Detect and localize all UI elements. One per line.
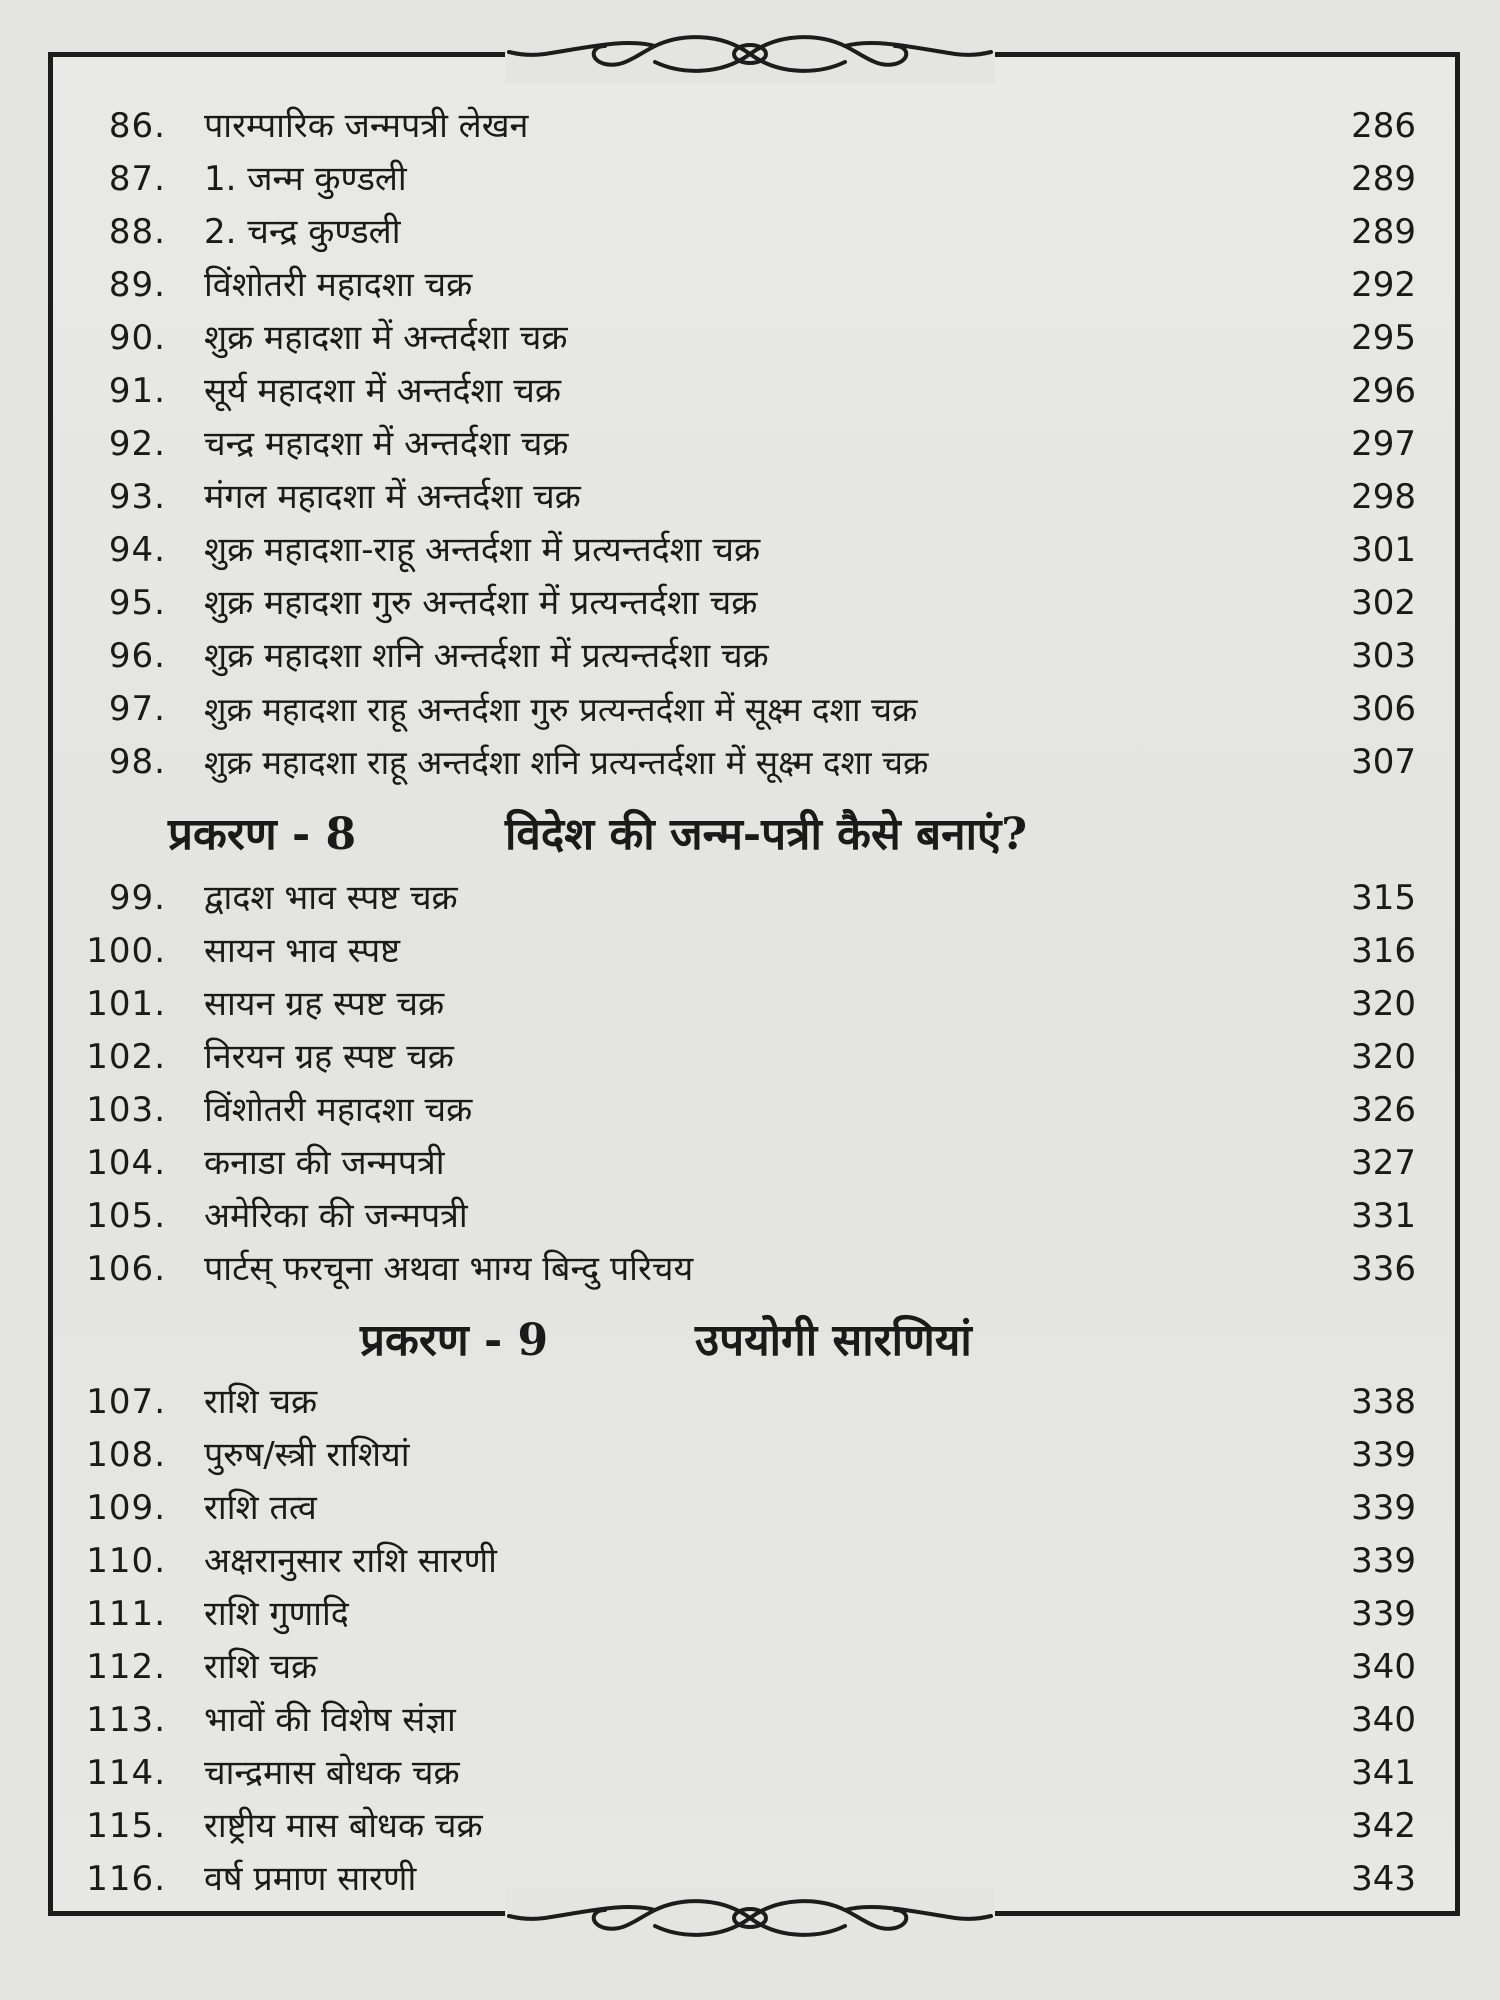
chapter-title: उपयोगी सारणियां (695, 1315, 972, 1366)
entry-page: 289 (1351, 212, 1416, 252)
toc-entry (0, 1190, 1500, 1243)
toc-entry (0, 1031, 1500, 1084)
entry-number: 96. (108, 636, 166, 676)
entry-page: 292 (1351, 265, 1416, 305)
entry-number: 98. (108, 742, 166, 782)
toc-entry (0, 153, 1500, 206)
entry-number: 115. (86, 1806, 166, 1846)
entry-number: 99. (108, 878, 166, 918)
entry-title: पार्टस् फरचूना अथवा भाग्य बिन्दु परिचय (204, 1249, 694, 1289)
toc-entry (0, 1376, 1500, 1429)
entry-page: 326 (1351, 1090, 1416, 1130)
entry-number: 104. (86, 1143, 166, 1183)
chapter-9-heading (0, 1306, 1500, 1376)
toc-entry (0, 471, 1500, 524)
entry-number: 86. (108, 106, 166, 146)
entry-page: 286 (1351, 106, 1416, 146)
entry-title: वर्ष प्रमाण सारणी (204, 1859, 417, 1899)
entry-number: 107. (86, 1382, 166, 1422)
entry-title: मंगल महादशा में अन्तर्दशा चक्र (204, 477, 581, 517)
entry-title: राशि चक्र (204, 1382, 318, 1422)
toc-entry (0, 312, 1500, 365)
entry-number: 109. (86, 1488, 166, 1528)
entry-page: 295 (1351, 318, 1416, 358)
entry-title: सायन भाव स्पष्ट (204, 931, 401, 971)
entry-number: 92. (108, 424, 166, 464)
entry-page: 339 (1351, 1594, 1416, 1634)
entry-page: 339 (1351, 1541, 1416, 1581)
entry-title: चन्द्र महादशा में अन्तर्दशा चक्र (204, 424, 569, 464)
chapter-8-heading (0, 800, 1500, 870)
entry-number: 102. (86, 1037, 166, 1077)
toc-entry (0, 978, 1500, 1031)
entry-number: 94. (108, 530, 166, 570)
entry-number: 101. (86, 984, 166, 1024)
entry-page: 302 (1351, 583, 1416, 623)
entry-title: राशि तत्व (204, 1488, 317, 1528)
entry-number: 116. (86, 1859, 166, 1899)
entry-number: 97. (108, 689, 166, 729)
entry-page: 298 (1351, 477, 1416, 517)
entry-number: 90. (108, 318, 166, 358)
entry-title: अक्षरानुसार राशि सारणी (204, 1541, 497, 1581)
entry-number: 93. (108, 477, 166, 517)
entry-number: 95. (108, 583, 166, 623)
entry-number: 114. (86, 1753, 166, 1793)
entry-number: 103. (86, 1090, 166, 1130)
entry-title: राशि चक्र (204, 1647, 318, 1687)
entry-page: 303 (1351, 636, 1416, 676)
entry-title: राष्ट्रीय मास बोधक चक्र (204, 1806, 483, 1846)
entry-page: 315 (1351, 878, 1416, 918)
toc-entry (0, 1429, 1500, 1482)
entry-page: 342 (1351, 1806, 1416, 1846)
entry-number: 88. (108, 212, 166, 252)
entry-title: पारम्पारिक जन्मपत्री लेखन (204, 106, 529, 146)
entry-title: अमेरिका की जन्मपत्री (204, 1196, 468, 1236)
entry-number: 106. (86, 1249, 166, 1289)
entry-title: शुक्र महादशा में अन्तर्दशा चक्र (204, 318, 568, 358)
toc-entry (0, 1747, 1500, 1800)
toc-entry (0, 577, 1500, 630)
entry-page: 316 (1351, 931, 1416, 971)
entry-number: 91. (108, 371, 166, 411)
toc-entry (0, 925, 1500, 978)
entry-page: 339 (1351, 1488, 1416, 1528)
entry-page: 327 (1351, 1143, 1416, 1183)
entry-page: 340 (1351, 1647, 1416, 1687)
entry-page: 301 (1351, 530, 1416, 570)
toc-entry (0, 1535, 1500, 1588)
entry-title: सूर्य महादशा में अन्तर्दशा चक्र (204, 371, 561, 411)
entry-title: विंशोतरी महादशा चक्र (204, 1090, 473, 1130)
entry-title: सायन ग्रह स्पष्ट चक्र (204, 984, 445, 1024)
toc-entry (0, 1084, 1500, 1137)
toc-entry (0, 1853, 1500, 1906)
entry-page: 296 (1351, 371, 1416, 411)
toc-entry (0, 1800, 1500, 1853)
toc-entry (0, 1588, 1500, 1641)
entry-page: 297 (1351, 424, 1416, 464)
toc-entry (0, 1694, 1500, 1747)
toc-entry (0, 365, 1500, 418)
chapter-label: प्रकरण - 9 (360, 1315, 549, 1366)
toc-entry (0, 100, 1500, 153)
toc-entry (0, 206, 1500, 259)
entry-title: शुक्र महादशा शनि अन्तर्दशा में प्रत्यन्तर्दशा चक्र (204, 636, 769, 676)
entry-number: 112. (86, 1647, 166, 1687)
entry-number: 89. (108, 265, 166, 305)
entry-number: 108. (86, 1435, 166, 1475)
top-ornament (505, 24, 995, 84)
entry-title: शुक्र महादशा गुरु अन्तर्दशा में प्रत्यन्तर्दशा चक्र (204, 583, 758, 623)
toc-entry (0, 259, 1500, 312)
entry-title: विंशोतरी महादशा चक्र (204, 265, 473, 305)
entry-number: 113. (86, 1700, 166, 1740)
entry-title: 2. चन्द्र कुण्डली (204, 212, 401, 252)
toc-entry (0, 418, 1500, 471)
entry-title: चान्द्रमास बोधक चक्र (204, 1753, 460, 1793)
entry-page: 320 (1351, 984, 1416, 1024)
entry-page: 289 (1351, 159, 1416, 199)
chapter-label: प्रकरण - 8 (168, 809, 357, 860)
toc-entry (0, 630, 1500, 683)
entry-title: शुक्र महादशा राहू अन्तर्दशा शनि प्रत्यन्तर्दशा में सूक्ष्म दशा चक्र (204, 743, 929, 782)
entry-page: 306 (1351, 689, 1416, 729)
entry-title: पुरुष/स्त्री राशियां (204, 1435, 410, 1475)
toc-entry (0, 1137, 1500, 1190)
entry-number: 110. (86, 1541, 166, 1581)
toc-entry (0, 524, 1500, 577)
entry-title: 1. जन्म कुण्डली (204, 159, 407, 199)
entry-page: 336 (1351, 1249, 1416, 1289)
entry-title: शुक्र महादशा राहू अन्तर्दशा गुरु प्रत्यन्तर्दशा में सूक्ष्म दशा चक्र (204, 690, 918, 729)
chapter-title: विदेश की जन्म-पत्री कैसे बनाएं? (505, 809, 1028, 860)
entry-page: 307 (1351, 742, 1416, 782)
entry-page: 341 (1351, 1753, 1416, 1793)
entry-number: 87. (108, 159, 166, 199)
toc-entry (0, 1243, 1500, 1296)
entry-page: 340 (1351, 1700, 1416, 1740)
toc-entry (0, 1482, 1500, 1535)
entry-title: द्वादश भाव स्पष्ट चक्र (204, 878, 458, 918)
entry-title: कनाडा की जन्मपत्री (204, 1143, 445, 1183)
toc-entry (0, 1641, 1500, 1694)
entry-page: 331 (1351, 1196, 1416, 1236)
entry-title: निरयन ग्रह स्पष्ट चक्र (204, 1037, 454, 1077)
flourish-icon (505, 24, 995, 84)
entry-page: 320 (1351, 1037, 1416, 1077)
toc-entry (0, 736, 1500, 789)
entry-page: 339 (1351, 1435, 1416, 1475)
entry-page: 343 (1351, 1859, 1416, 1899)
entry-number: 111. (86, 1594, 166, 1634)
toc-entry (0, 872, 1500, 925)
entry-page: 338 (1351, 1382, 1416, 1422)
entry-title: राशि गुणादि (204, 1594, 349, 1634)
entry-number: 100. (86, 931, 166, 971)
toc-entry (0, 683, 1500, 736)
entry-number: 105. (86, 1196, 166, 1236)
entry-title: शुक्र महादशा-राहू अन्तर्दशा में प्रत्यन्तर्दशा चक्र (204, 530, 761, 570)
entry-title: भावों की विशेष संज्ञा (204, 1700, 456, 1740)
